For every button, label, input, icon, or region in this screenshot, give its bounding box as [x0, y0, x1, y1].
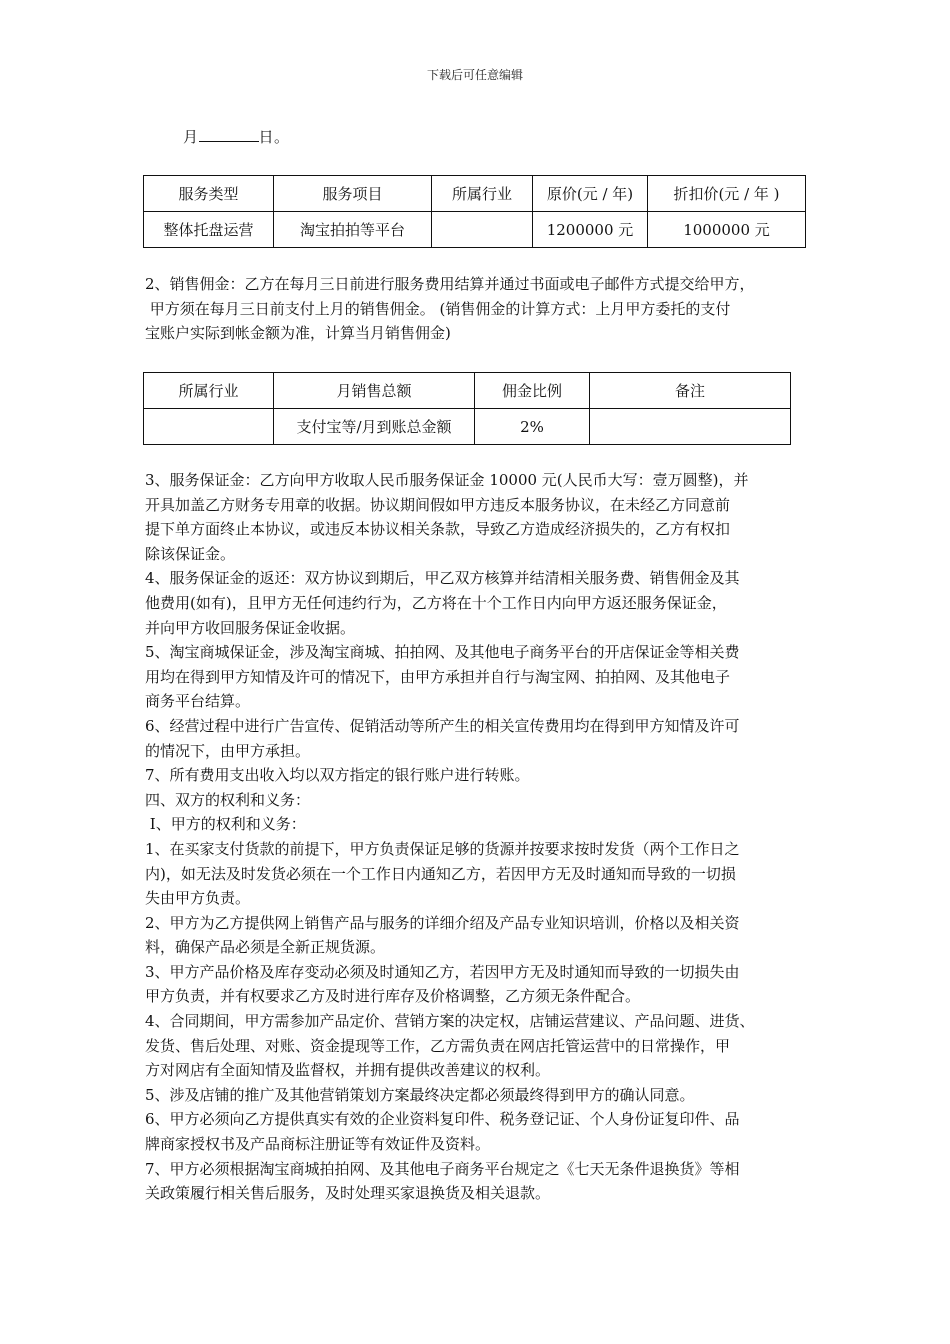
table-header-cell: 折扣价(元 / 年 ) [648, 176, 806, 212]
paragraph-line: 7、甲方必须根据淘宝商城拍拍网、及其他电子商务平台规定之《七天无条件退换货》等相 [145, 1159, 740, 1178]
table-cell [590, 409, 791, 445]
page-header: 下载后可任意编辑 [426, 68, 523, 82]
table-header-cell: 原价(元 / 年) [533, 176, 648, 212]
paragraph-line: 甲方须在每月三日前支付上月的销售佣金。 (销售佣金的计算方式：上月甲方委托的支付 [145, 299, 731, 318]
paragraph-line: 失由甲方负责。 [145, 889, 251, 908]
table-cell [144, 409, 274, 445]
service-fee-table [143, 175, 806, 248]
table-cell: 1200000 元 [533, 212, 648, 248]
paragraph-line: 关政策履行相关售后服务，及时处理买家退换货及相关退款。 [145, 1184, 551, 1203]
table-header-row [144, 373, 791, 409]
table-header-cell: 月销售总额 [274, 373, 475, 409]
paragraph-line: 内)，如无法及时发货必须在一个工作日内通知乙方，若因甲方无及时通知而导致的一切损 [145, 864, 736, 883]
paragraph-line: 商务平台结算。 [145, 692, 251, 711]
paragraph-line: 甲方负责，并有权要求乙方及时进行库存及价格调整，乙方须无条件配合。 [145, 987, 641, 1006]
table-cell [432, 212, 533, 248]
paragraph-line: 除该保证金。 [145, 544, 236, 563]
paragraph-line: 6、甲方必须向乙方提供真实有效的企业资料复印件、税务登记证、个人身份证复印件、品 [145, 1110, 740, 1129]
section-heading: 四、双方的权利和义务： [145, 790, 311, 809]
table-cell: 支付宝等/月到账总金额 [274, 409, 475, 445]
paragraph-line: 发货、售后处理、对账、资金提现等工作，乙方需负责在网店托管运营中的日常操作，甲 [145, 1036, 731, 1055]
body-text [145, 468, 815, 1206]
day-label: 日。 [258, 128, 290, 146]
month-label: 月 [183, 128, 199, 146]
table-header-row [144, 176, 806, 212]
table-header-cell: 服务项目 [274, 176, 432, 212]
table-header-cell: 所属行业 [432, 176, 533, 212]
paragraph-line: 3、服务保证金：乙方向甲方收取人民币服务保证金 10000 元(人民币大写：壹万圆整)，并 [145, 471, 749, 489]
table-header-cell: 佣金比例 [475, 373, 590, 409]
commission-section [145, 272, 815, 346]
paragraph-line: 用均在得到甲方知情及许可的情况下，由甲方承担并自行与淘宝网、拍拍网、及其他电子 [145, 667, 731, 686]
paragraph-line: 的情况下，由甲方承担。 [145, 741, 311, 760]
paragraph-line: 提下单方面终止本协议，或违反本协议相关条款，导致乙方造成经济损失的，乙方有权扣 [145, 520, 731, 539]
paragraph-line: 4、服务保证金的返还：双方协议到期后，甲乙双方核算并结清相关服务费、销售佣金及其 [145, 569, 740, 588]
paragraph-line: 3、甲方产品价格及库存变动必须及时通知乙方，若因甲方无及时通知而导致的一切损失由 [145, 962, 740, 981]
paragraph-line: 5、淘宝商城保证金，涉及淘宝商城、拍拍网、及其他电子商务平台的开店保证金等相关费 [145, 643, 740, 662]
paragraph-line: 并向甲方收回服务保证金收据。 [145, 618, 356, 637]
table-cell: 淘宝拍拍等平台 [274, 212, 432, 248]
table-header-cell: 所属行业 [144, 373, 274, 409]
paragraph-line: 5、涉及店铺的推广及其他营销策划方案最终决定都必须最终得到甲方的确认同意。 [145, 1085, 695, 1104]
table-header-cell: 备注 [590, 373, 791, 409]
date-blank [199, 127, 259, 142]
date-line [183, 126, 290, 147]
commission-table [143, 372, 791, 445]
paragraph-line: 料，确保产品必须是全新正规货源。 [145, 938, 386, 957]
table-cell: 整体托盘运营 [144, 212, 274, 248]
paragraph-line: 他费用(如有)，且甲方无任何违约行为，乙方将在十个工作日内向甲方返还服务保证金， [145, 593, 727, 612]
paragraph-line: 2、甲方为乙方提供网上销售产品与服务的详细介绍及产品专业知识培训，价格以及相关资 [145, 913, 740, 932]
paragraph-line: 4、合同期间，甲方需参加产品定价、营销方案的决定权，店铺运营建议、产品问题、进货、 [145, 1012, 755, 1031]
table-row [144, 212, 806, 248]
table-row [144, 409, 791, 445]
paragraph-line: 宝账户实际到帐金额为准，计算当月销售佣金) [145, 324, 451, 343]
table-header-cell: 服务类型 [144, 176, 274, 212]
table-cell: 2% [475, 409, 590, 445]
paragraph-line: 7、所有费用支出收入均以双方指定的银行账户进行转账。 [145, 766, 530, 785]
subsection-heading: I、甲方的权利和义务： [145, 815, 306, 834]
paragraph-line: 2、销售佣金：乙方在每月三日前进行服务费用结算并通过书面或电子邮件方式提交给甲方， [145, 275, 755, 293]
table-cell: 1000000 元 [648, 212, 806, 248]
paragraph-line: 6、经营过程中进行广告宣传、促销活动等所产生的相关宣传费用均在得到甲方知情及许可 [145, 716, 740, 735]
paragraph-line: 牌商家授权书及产品商标注册证等有效证件及资料。 [145, 1135, 491, 1154]
paragraph-line: 方对网店有全面知情及监督权，并拥有提供改善建议的权利。 [145, 1061, 551, 1080]
paragraph-line: 开具加盖乙方财务专用章的收据。协议期间假如甲方违反本服务协议，在未经乙方同意前 [145, 495, 731, 514]
paragraph-line: 1、在买家支付货款的前提下，甲方负责保证足够的货源并按要求按时发货（两个工作日之 [145, 839, 740, 858]
